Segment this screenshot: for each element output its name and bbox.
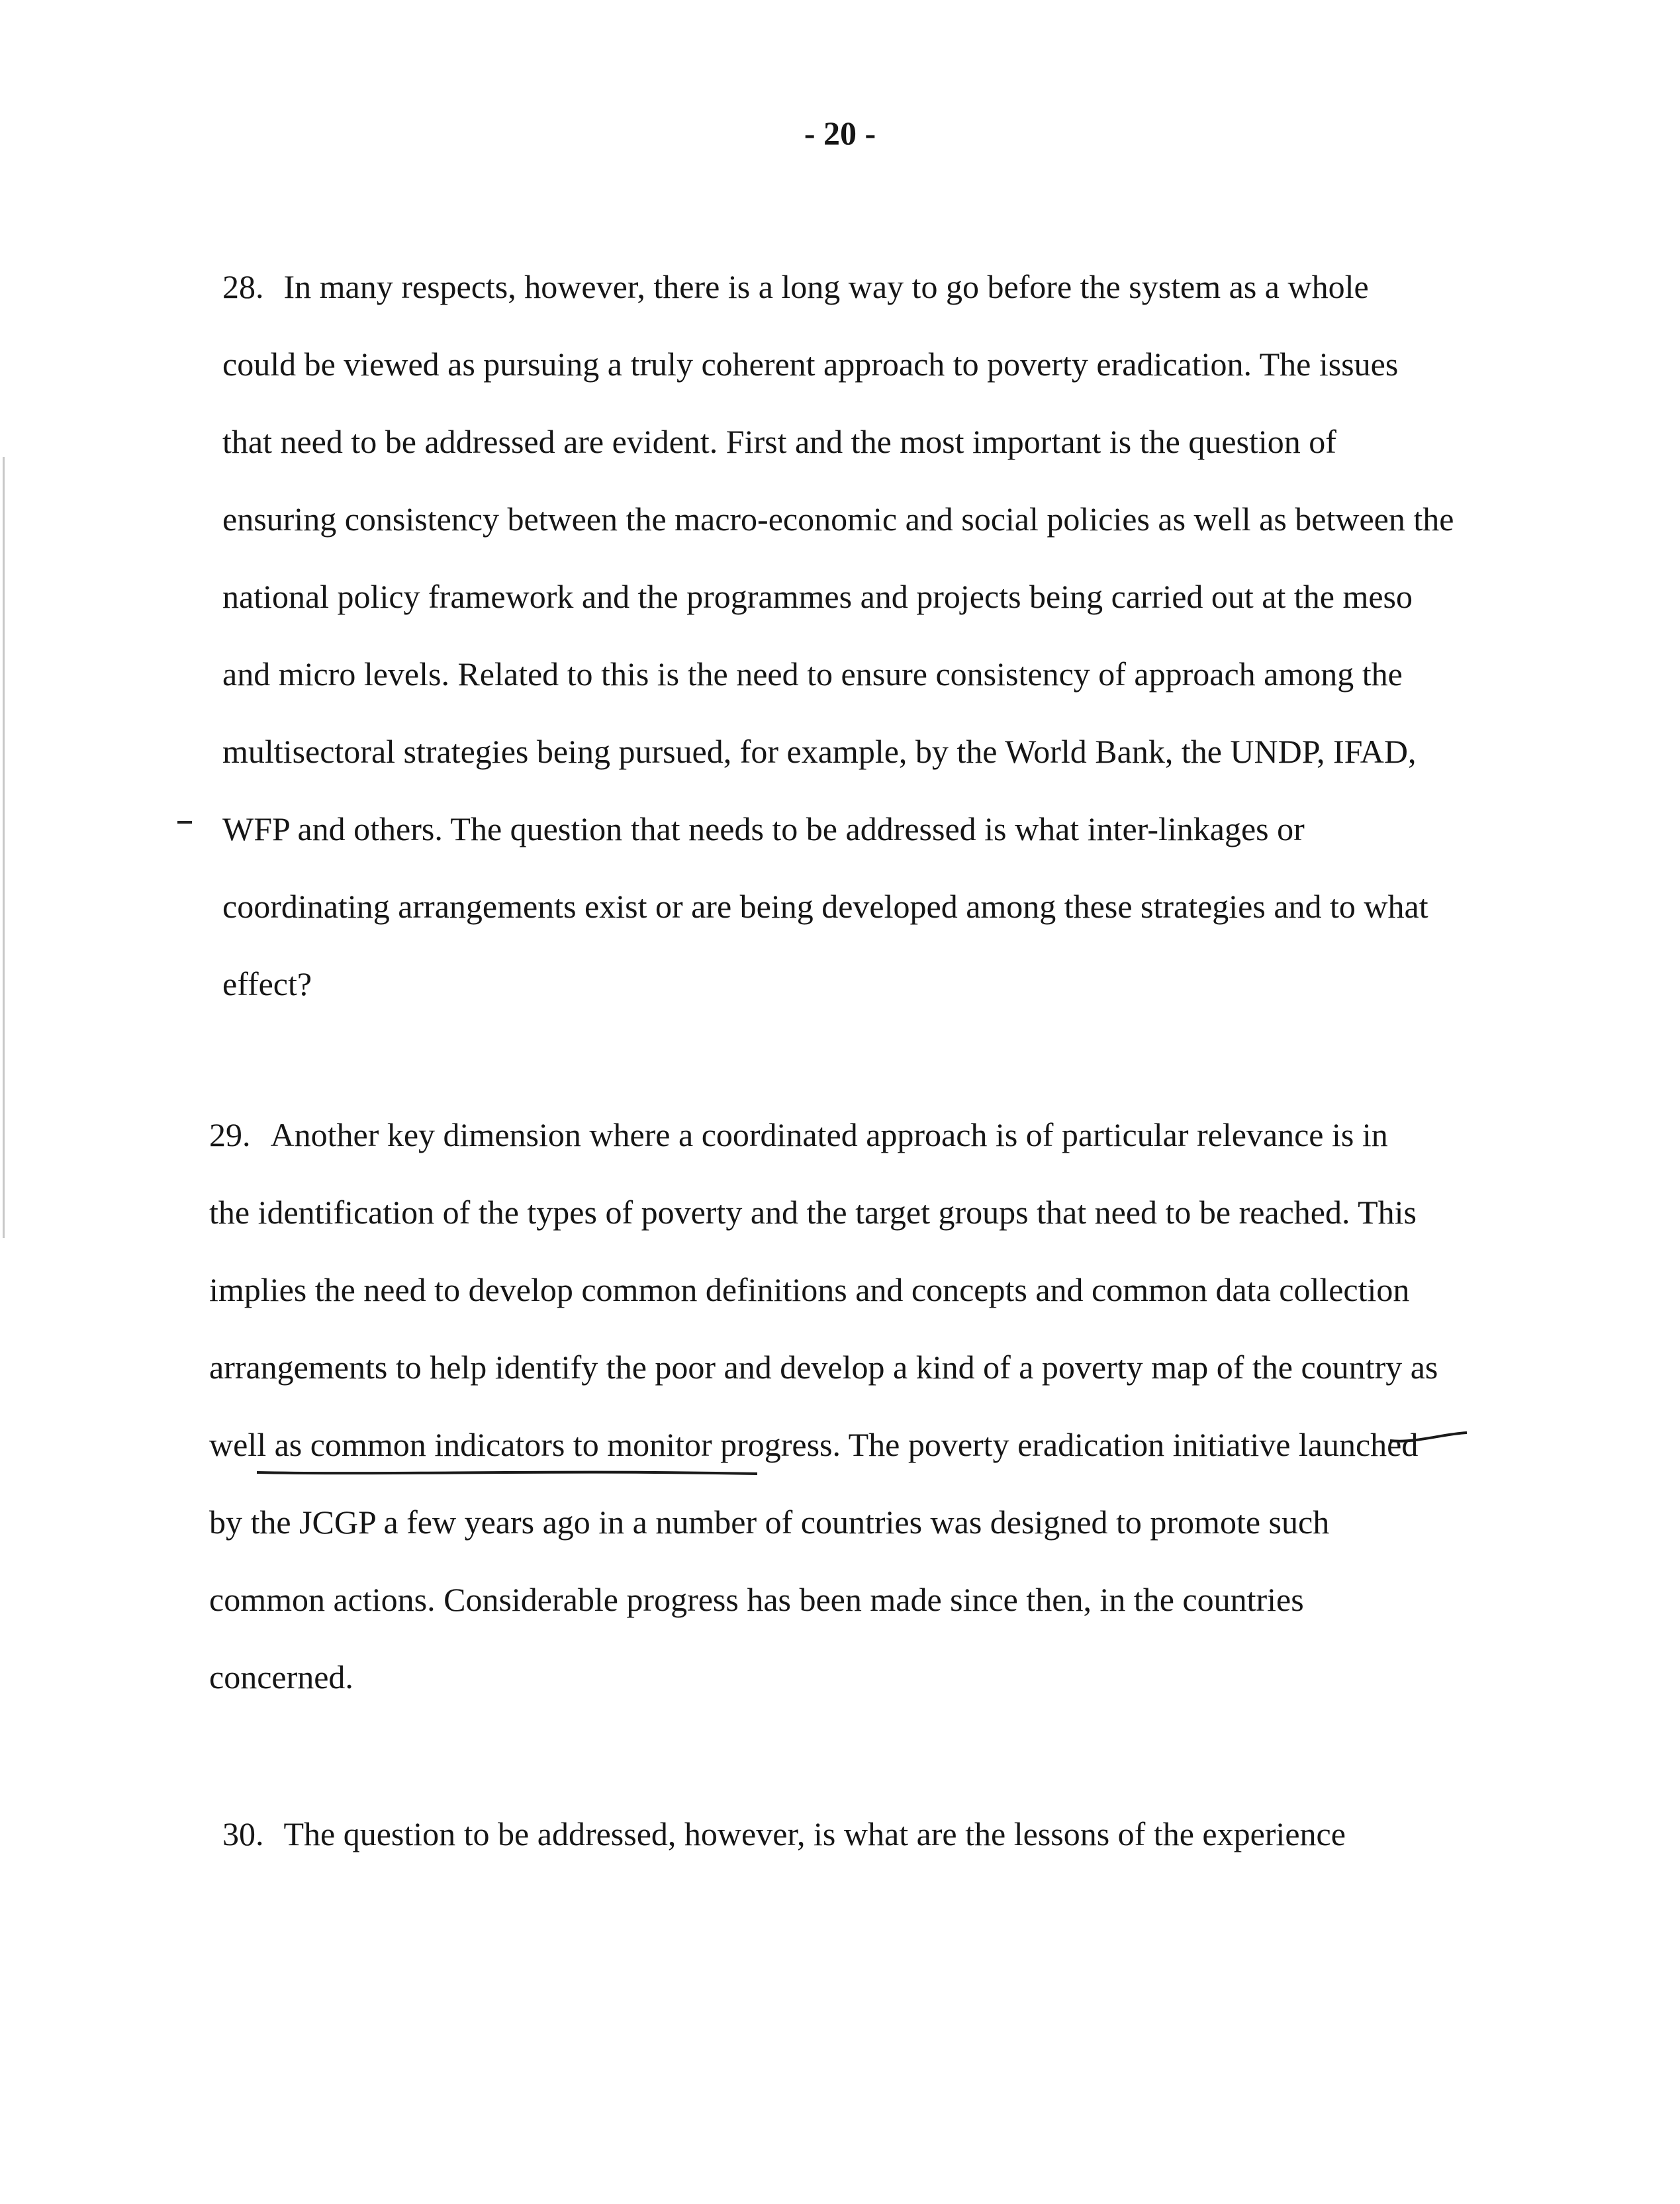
paragraph-29 [209, 1096, 1438, 1716]
paragraph-line: ensuring consistency between the macro-economic and social policies as well as between the [222, 501, 1454, 538]
paragraph-text: Another key dimension where a coordinated approach is of particular relevance is in [270, 1116, 1388, 1153]
handwritten-overline [1389, 1430, 1468, 1446]
paragraph-line [222, 248, 1454, 326]
paragraph-line: concerned. [209, 1658, 353, 1696]
paragraph-number: 29. [209, 1116, 251, 1153]
paragraph-line: arrangements to help identify the poor and develop a kind of a poverty map of the country as [209, 1349, 1438, 1386]
paragraph-30 [222, 1796, 1346, 1873]
handwritten-underline [256, 1468, 759, 1478]
scan-margin-shadow [3, 457, 5, 1238]
paragraph-line [222, 1796, 1346, 1873]
paragraph-number: 30. [222, 1815, 264, 1852]
paragraph-line: multisectoral strategies being pursued, for example, by the World Bank, the UNDP, IFAD, [222, 733, 1417, 770]
paragraph-line: effect? [222, 965, 312, 1002]
paragraph-line [209, 1096, 1438, 1174]
paragraph-line: the identification of the types of poverty and the target groups that need to be reached. This [209, 1194, 1417, 1231]
handwritten-dash-mark [177, 821, 192, 824]
paragraph-line: and micro levels. Related to this is the need to ensure consistency of approach among the [222, 655, 1403, 693]
paragraph-line: could be viewed as pursuing a truly coherent approach to poverty eradication. The issues [222, 346, 1399, 383]
paragraph-line: coordinating arrangements exist or are being developed among these strategies and to what [222, 888, 1428, 925]
paragraph-text: The question to be addressed, however, is what are the lessons of the experience [283, 1815, 1346, 1852]
paragraph-line: that need to be addressed are evident. First and the most important is the question of [222, 423, 1336, 460]
paragraph-line: by the JCGP a few years ago in a number of countries was designed to promote such [209, 1504, 1330, 1541]
paragraph-text: In many respects, however, there is a long way to go before the system as a whole [283, 268, 1369, 305]
paragraph-28 [222, 248, 1454, 1023]
paragraph-line: WFP and others. The question that needs to be addressed is what inter-linkages or [222, 810, 1305, 847]
paragraph-line: implies the need to develop common definitions and concepts and common data collection [209, 1271, 1410, 1308]
paragraph-number: 28. [222, 268, 264, 305]
paragraph-line: national policy framework and the programmes and projects being carried out at the meso [222, 578, 1413, 615]
paragraph-line: well as common indicators to monitor progress. The poverty eradication initiative launched [209, 1426, 1419, 1463]
paragraph-line: common actions. Considerable progress has been made since then, in the countries [209, 1581, 1304, 1618]
page-number: - 20 - [804, 115, 876, 152]
